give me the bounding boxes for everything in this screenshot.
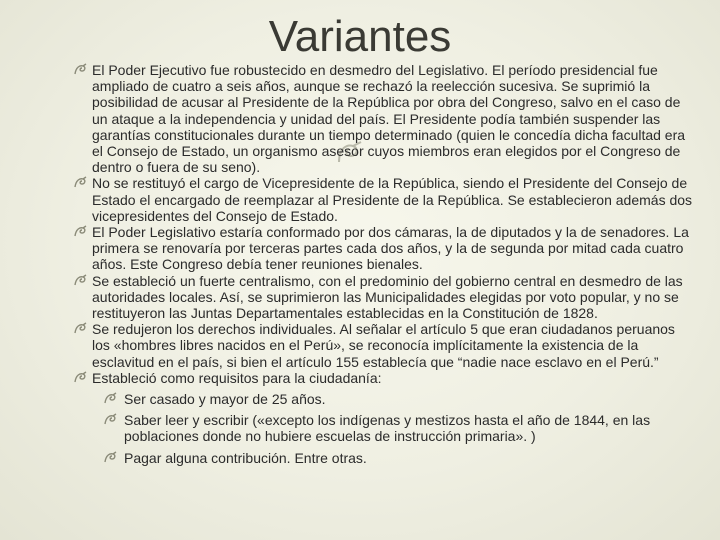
sub-bullet-list (92, 391, 694, 466)
curl-bullet-icon (74, 176, 87, 189)
curl-bullet-icon (74, 274, 87, 287)
bullet-text: Se redujeron los derechos individuales. Al señalar el artículo 5 que eran ciudadanos peruanos los «hombres libres nacidos en el Perú», se reconocía implícitamente la existencia de la esclavitud en el país, si bien el artículo 155 establecía que “nadie nace esclavo en el Perú.” (92, 321, 675, 370)
curl-bullet-icon (104, 392, 117, 405)
curl-bullet-icon (104, 413, 117, 426)
curl-bullet-icon (74, 63, 87, 76)
bullet-text: No se restituyó el cargo de Vicepresidente de la República, siendo el Presidente del Consejo de Estado el encargado de reemplazar al Presidente de la República. Se establecieron además dos vicepresidentes del Consejo de Estado. (92, 175, 693, 224)
slide-title: Variantes (268, 12, 452, 61)
list-item (74, 175, 694, 224)
curl-bullet-icon (74, 322, 87, 335)
sub-list-item (92, 412, 694, 444)
bullet-text: Estableció como requisitos para la ciudadanía: (92, 369, 382, 386)
list-item (74, 224, 694, 273)
bullet-text: El Poder Ejecutivo fue robustecido en desmedro del Legislativo. El período presidencial fue ampliado de cuatro a seis años, aunque se rechazó la reelección sucesiva. Se suprimió la posibilidad de acusar al Presidente de la República por obra del Congreso, salvo en el caso de un ataque a la independencia y unidad del país. El Presidente podía también suspender las garantías constitucionales durante un tiempo determinado (quien le concedía dicha facultad era el Consejo de Estado, un organismo asesor cuyos miembros eran elegidos por el Congreso de dentro o fuera de su seno). (92, 62, 686, 176)
bullet-text: Se estableció un fuerte centralismo, con el predominio del gobierno central en desmedro de las autoridades locales. Así, se suprimieron las Municipalidades elegidas por voto popular, y no se restituyeron las Juntas Departamentales establecidas en la Constitución de 1828. (92, 272, 683, 322)
sub-bullet-text: Saber leer y escribir («excepto los indígenas y mestizos hasta el año de 1844, en las poblaciones donde no hubiere escuelas de instrucción primaria». ) (124, 412, 651, 445)
sub-list-item (92, 450, 694, 466)
curl-bullet-icon (104, 451, 117, 464)
list-item (74, 273, 694, 322)
list-item (74, 370, 694, 466)
curl-bullet-icon (74, 371, 87, 384)
sub-list-item (92, 391, 694, 407)
sub-bullet-text: Pagar alguna contribución. Entre otras. (124, 449, 367, 466)
list-item (74, 321, 694, 370)
list-item (74, 62, 694, 175)
curl-bullet-icon (74, 225, 87, 238)
bullet-text: El Poder Legislativo estaría conformado por dos cámaras, la de diputados y la de senadores. La primera se renovaría por terceras partes cada dos años, y la de segunda por mitad cada cuatro años. Este Congreso debía tener reuniones bienales. (92, 224, 689, 273)
sub-bullet-text: Ser casado y mayor de 25 años. (124, 391, 326, 408)
bullet-list (74, 62, 694, 466)
